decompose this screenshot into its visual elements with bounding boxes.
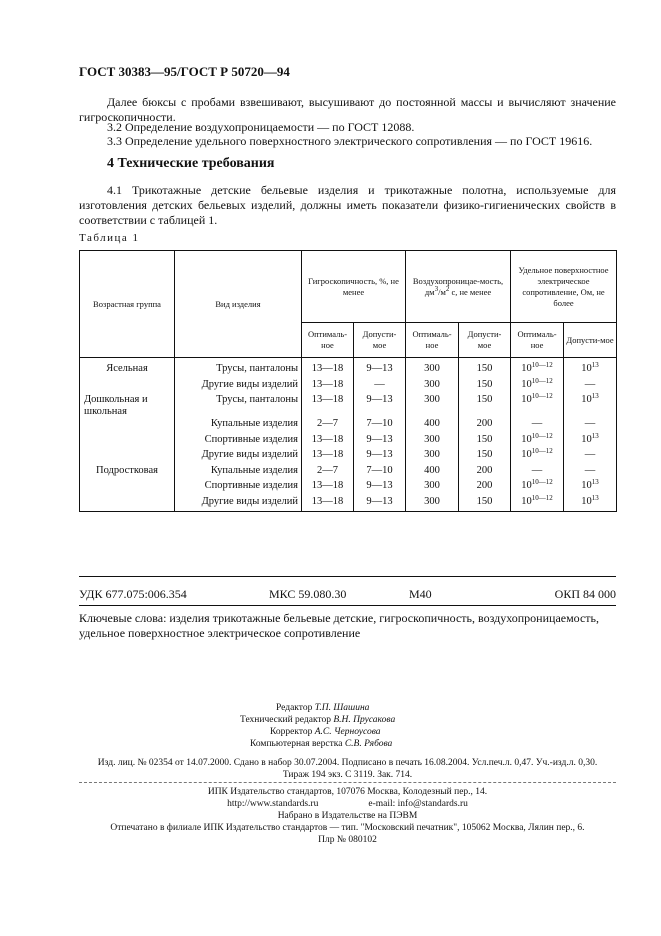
cell-age xyxy=(80,379,175,395)
cell-r1: $10^{10—12}$ xyxy=(511,480,564,496)
cell-a1: 300 xyxy=(406,394,459,418)
divider-line xyxy=(79,576,616,577)
cell-h2: 7—10 xyxy=(354,418,406,434)
cell-a2: 200 xyxy=(459,418,511,434)
cell-a2: 200 xyxy=(459,465,511,481)
para-3-3: 3.3 Определение удельного поверхностного электрического сопротивления — по ГОСТ 19616. xyxy=(107,134,593,148)
cell-age: Ясельная xyxy=(80,358,175,379)
section-title: 4 Технические требования xyxy=(107,156,275,171)
publisher-line: ИПК Издательство стандартов, 107076 Москва, Колодезный пер., 14. xyxy=(207,787,488,797)
cell-a2: 150 xyxy=(459,379,511,395)
credits-block xyxy=(240,702,540,750)
cell-a2: 150 xyxy=(459,358,511,379)
cell-age xyxy=(80,480,175,496)
cell-a1: 300 xyxy=(406,496,459,512)
cell-age xyxy=(80,496,175,512)
para-weighing: Далее бюксы с пробами взвешивают, высушивают до постоянной массы и вычисляют значение гигроскопичности. xyxy=(79,95,616,124)
cell-h1: 13—18 xyxy=(302,394,354,418)
doc-header: ГОСТ 30383—95/ГОСТ Р 50720—94 xyxy=(79,64,290,79)
cell-a2: 200 xyxy=(459,480,511,496)
header-resistance: Удельное поверхностное электрическое сопротивление, Ом, не более xyxy=(511,251,617,323)
cell-r1: $10^{10—12}$ xyxy=(511,379,564,395)
cell-h2: 9—13 xyxy=(354,496,406,512)
table-row xyxy=(80,496,617,512)
cell-a1: 300 xyxy=(406,480,459,496)
table-caption: Таблица 1 xyxy=(79,232,140,244)
cell-item: Другие виды изделий xyxy=(175,449,302,465)
cell-age xyxy=(80,449,175,465)
cell-h1: 13—18 xyxy=(302,379,354,395)
cell-a1: 300 xyxy=(406,434,459,450)
cell-r1: $10^{10—12}$ xyxy=(511,496,564,512)
cell-r1: $10^{10—12}$ xyxy=(511,358,564,379)
subheader-optimal: Оптималь-ное xyxy=(302,323,354,358)
cell-r2: $10^{13}$ xyxy=(564,394,617,418)
printer-line: Отпечатано в филиале ИПК Издательство стандартов — тип. "Московский печатник", 105062 Москва, Лялин пер., 6. xyxy=(110,823,585,833)
cell-h2: — xyxy=(354,379,406,395)
cell-a2: 150 xyxy=(459,449,511,465)
cell-r1: $10^{10—12}$ xyxy=(511,449,564,465)
cell-r2: $10^{13}$ xyxy=(564,480,617,496)
cell-age: Подростковая xyxy=(80,465,175,481)
subheader-optimal: Оптималь-ное xyxy=(511,323,564,358)
cell-r2: — xyxy=(564,379,617,395)
cell-item: Спортивные изделия xyxy=(175,480,302,496)
credit-line: Корректор А.С. Черноусова xyxy=(270,727,381,737)
para-4-1: 4.1 Трикотажные детские бельевые изделия и трикотажные полотна, используемые для изготовления детских бельевых изделий, должны иметь показатели физико-гигиенических свойств в соответствии с таблицей 1. xyxy=(79,183,616,227)
cell-r2: $10^{13}$ xyxy=(564,496,617,512)
okp-code: ОКП 84 000 xyxy=(554,587,616,601)
cell-a1: 300 xyxy=(406,379,459,395)
cell-h1: 2—7 xyxy=(302,465,354,481)
dashed-divider xyxy=(79,782,616,783)
cell-item: Купальные изделия xyxy=(175,465,302,481)
cell-r2: $10^{13}$ xyxy=(564,358,617,379)
cell-h2: 9—13 xyxy=(354,480,406,496)
cell-h2: 9—13 xyxy=(354,358,406,379)
m40-code: М40 xyxy=(409,587,432,601)
udk-code: УДК 677.075:006.354 xyxy=(79,587,187,601)
cell-age: Дошкольная и школьная xyxy=(80,394,175,418)
cell-h1: 13—18 xyxy=(302,480,354,496)
table-row xyxy=(80,449,617,465)
cell-age xyxy=(80,418,175,434)
cell-a1: 300 xyxy=(406,449,459,465)
cell-r1: — xyxy=(511,418,564,434)
cell-r1: — xyxy=(511,465,564,481)
cell-item: Трусы, панталоны xyxy=(175,394,302,418)
header-air-permeability: Воздухопроницае-мость, $дм^3/м^2$ с, не менее xyxy=(406,251,511,323)
cell-h2: 7—10 xyxy=(354,465,406,481)
publisher-web: http://www.standards.ru e-mail: info@standards.ru xyxy=(227,799,468,809)
cell-h1: 13—18 xyxy=(302,358,354,379)
subheader-admissible: Допусти-мое xyxy=(564,323,617,358)
cell-age xyxy=(80,434,175,450)
cell-a2: 150 xyxy=(459,496,511,512)
cell-r2: — xyxy=(564,449,617,465)
header-age-group: Возрастная группа xyxy=(80,251,175,358)
subheader-admissible: Допусти-мое xyxy=(459,323,511,358)
keywords: Ключевые слова: изделия трикотажные бельевые детские, гигроскопичность, воздухопроницаемость, удельное поверхностное электрическое сопротивление xyxy=(79,611,600,640)
cell-h2: 9—13 xyxy=(354,394,406,418)
imprint-line-2: Тираж 194 экз. С 3119. Зак. 714. xyxy=(282,770,413,780)
cell-h1: 13—18 xyxy=(302,496,354,512)
cell-a2: 150 xyxy=(459,434,511,450)
cell-item: Трусы, панталоны xyxy=(175,358,302,379)
table-row xyxy=(80,358,617,379)
cell-a1: 300 xyxy=(406,358,459,379)
credit-line: Компьютерная верстка С.В. Рябова xyxy=(250,739,393,749)
cell-r2: $10^{13}$ xyxy=(564,434,617,450)
cell-a2: 150 xyxy=(459,394,511,418)
subheader-optimal: Оптималь-ное xyxy=(406,323,459,358)
license-line: Плр № 080102 xyxy=(318,835,377,845)
credit-line: Технический редактор В.Н. Прусакова xyxy=(240,715,396,725)
cell-h2: 9—13 xyxy=(354,449,406,465)
cell-h1: 13—18 xyxy=(302,449,354,465)
typeset-line: Набрано в Издательстве на ПЭВМ xyxy=(277,811,418,821)
imprint-line-1: Изд. лиц. № 02354 от 14.07.2000. Сдано в набор 30.07.2004. Подписано в печать 16.08.2004. Усл.печ.л. 0,47. Уч.-изд.л. 0,30. xyxy=(97,758,598,768)
cell-r2: — xyxy=(564,418,617,434)
requirements-table xyxy=(79,250,617,512)
divider-line xyxy=(79,605,616,606)
cell-r1: $10^{10—12}$ xyxy=(511,434,564,450)
para-3-2: 3.2 Определение воздухопроницаемости — по ГОСТ 12088. xyxy=(107,120,415,134)
cell-item: Спортивные изделия xyxy=(175,434,302,450)
header-hygroscopicity: Гигроскопичность, %, не менее xyxy=(302,251,406,323)
header-item-type: Вид изделия xyxy=(175,251,302,358)
cell-h2: 9—13 xyxy=(354,434,406,450)
cell-item: Другие виды изделий xyxy=(175,496,302,512)
cell-a1: 400 xyxy=(406,418,459,434)
credit-line: Редактор Т.П. Шашина xyxy=(276,703,370,713)
subheader-admissible: Допусти-мое xyxy=(354,323,406,358)
cell-r1: $10^{10—12}$ xyxy=(511,394,564,418)
cell-item: Другие виды изделий xyxy=(175,379,302,395)
cell-h1: 2—7 xyxy=(302,418,354,434)
cell-r2: — xyxy=(564,465,617,481)
mks-code: МКС 59.080.30 xyxy=(269,587,347,601)
table-row xyxy=(80,394,617,418)
cell-h1: 13—18 xyxy=(302,434,354,450)
cell-a1: 400 xyxy=(406,465,459,481)
cell-item: Купальные изделия xyxy=(175,418,302,434)
